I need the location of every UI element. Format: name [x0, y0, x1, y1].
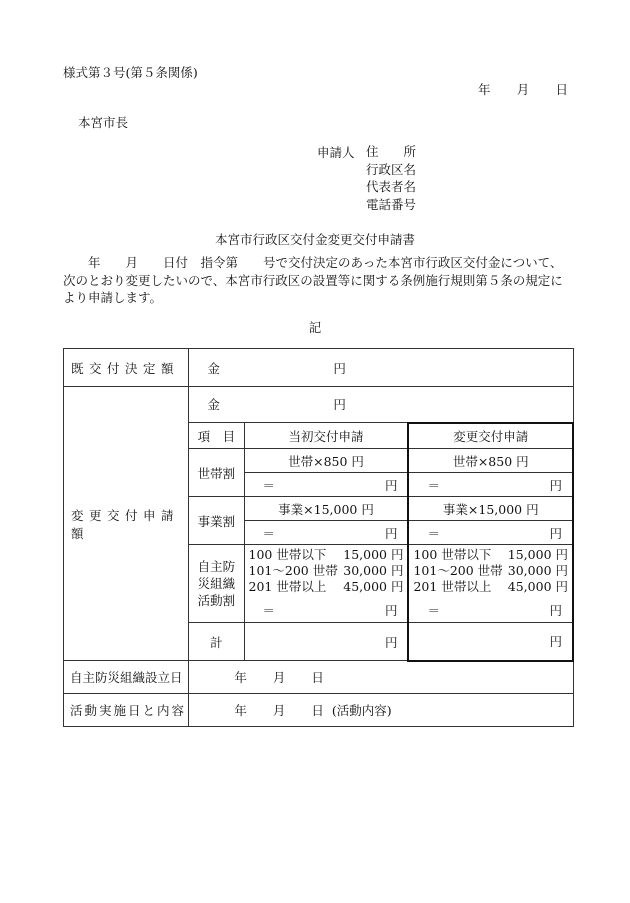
rate-range: 100 世帯以下	[248, 547, 327, 562]
year-label: 年	[234, 670, 247, 686]
yen-label: 円	[384, 634, 398, 650]
date-day: 日	[555, 82, 568, 97]
rate-row	[249, 579, 404, 595]
project-formula-initial: 事業×15,000 円	[244, 497, 408, 521]
year-label: 年	[234, 703, 247, 718]
district-name-field-label: 行政区名	[366, 161, 417, 177]
rate-range: 101～200 世帯	[248, 563, 338, 578]
total-change[interactable]	[408, 623, 573, 661]
date-month: 月	[516, 82, 530, 97]
total-label: 計	[189, 623, 244, 661]
day-label: 日	[311, 670, 324, 686]
date-year: 年	[478, 82, 491, 97]
project-formula-change: 事業×15,000 円	[408, 497, 573, 521]
table-row	[64, 661, 574, 694]
household-label: 世帯割	[189, 449, 244, 497]
equals-sign: ＝	[427, 477, 440, 493]
rate-row	[249, 563, 404, 579]
change-amount-label	[64, 387, 189, 661]
disaster-org-label	[189, 545, 244, 623]
project-amount-change[interactable]	[408, 521, 573, 545]
table-row	[64, 387, 574, 423]
household-amount-change[interactable]	[408, 473, 573, 497]
rate-range: 100 世帯以下	[413, 547, 492, 562]
household-formula-initial: 世帯×850 円	[244, 449, 408, 473]
kin-label: 金	[207, 397, 220, 413]
body-line: 年 月 日付 指令第 号で交付決定のあった本宮市行政区交付金について、	[63, 255, 563, 270]
representative-field-label: 代表者名	[366, 179, 417, 194]
equals-sign: ＝	[262, 603, 276, 618]
kin-label: 金	[207, 360, 220, 376]
yen-label: 円	[549, 603, 562, 618]
yen-label: 円	[384, 603, 398, 618]
initial-application-header: 当初交付申請	[244, 423, 408, 449]
activity-label-text: 活動実施日と内容	[70, 703, 187, 718]
change-amount-cell[interactable]	[189, 387, 573, 423]
rate-row	[249, 547, 404, 563]
existing-amount-label-text	[64, 359, 188, 377]
project-label: 事業割	[189, 497, 244, 545]
day-label: 日	[311, 703, 324, 718]
establishment-date-label	[64, 661, 189, 694]
submission-date	[478, 80, 568, 98]
address-field-label: 住 所	[366, 144, 417, 159]
disaster-org-rates-change[interactable]	[408, 545, 573, 623]
rate-amount: 15,000 円	[507, 547, 568, 562]
yen-label: 円	[384, 477, 398, 493]
application-table	[63, 348, 574, 727]
yen-label: 円	[549, 525, 562, 541]
disaster-org-rates-initial[interactable]	[244, 545, 408, 623]
rate-row	[413, 563, 568, 579]
existing-amount-label	[64, 349, 189, 387]
spaced-label: 既交付決定額	[71, 360, 180, 376]
activity-cell[interactable]	[189, 694, 573, 727]
month-label: 月	[272, 670, 286, 686]
addressee: 本宮市長	[78, 115, 129, 130]
household-amount-initial[interactable]	[244, 473, 408, 497]
rate-row	[413, 547, 568, 563]
table-row	[64, 694, 574, 727]
disaster-org-label-line: 災組織	[197, 576, 236, 591]
yen-label: 円	[384, 525, 398, 541]
month-label: 月	[272, 703, 286, 718]
applicant-fields	[366, 143, 416, 213]
yen-label: 円	[333, 360, 346, 376]
equals-sign: ＝	[427, 603, 440, 618]
rate-range: 101～200 世帯	[413, 563, 503, 578]
rate-range: 201 世帯以上	[413, 579, 492, 594]
rate-amount: 30,000 円	[343, 563, 404, 578]
rate-amount: 45,000 円	[507, 579, 568, 594]
phone-field-label: 電話番号	[366, 196, 417, 212]
project-amount-initial[interactable]	[244, 521, 408, 545]
activity-label	[64, 694, 189, 727]
activity-note: (活動内容)	[331, 703, 392, 718]
rate-amount: 15,000 円	[343, 547, 404, 562]
household-formula-change: 世帯×850 円	[408, 449, 573, 473]
applicant-label: 申請人	[317, 145, 355, 160]
table-row	[64, 349, 574, 387]
establishment-date-label-text: 自主防災組織設立日	[70, 670, 183, 685]
rate-table	[245, 545, 408, 595]
equals-sign: ＝	[262, 525, 276, 541]
total-initial[interactable]	[244, 623, 408, 661]
rate-table	[409, 545, 572, 595]
ki-heading: 記	[308, 320, 322, 335]
rate-range: 201 世帯以上	[248, 579, 327, 594]
change-amount-label-text: 変更交付申請額	[71, 507, 180, 541]
establishment-date-cell[interactable]	[189, 661, 573, 694]
yen-label: 円	[549, 634, 562, 650]
rate-amount: 45,000 円	[343, 579, 404, 594]
rate-row	[413, 579, 568, 595]
yen-label: 円	[333, 397, 346, 413]
change-application-header: 変更交付申請	[408, 423, 573, 449]
disaster-org-label-line: 活動割	[197, 593, 236, 608]
form-number: 様式第３号(第５条関係)	[63, 65, 198, 80]
existing-amount-cell[interactable]	[189, 349, 573, 387]
disaster-org-label-line: 自主防	[197, 559, 236, 574]
body-text	[63, 254, 575, 307]
yen-label: 円	[549, 477, 562, 493]
item-header: 項 目	[189, 423, 244, 449]
body-line: より申請します。	[63, 290, 163, 305]
body-line: 次のとおり変更したいので、本宮市行政区の設置等に関する条例施行規則第５条の規定に	[63, 272, 563, 288]
document-title: 本宮市行政区交付金変更交付申請書	[214, 232, 415, 247]
rate-amount: 30,000 円	[507, 563, 568, 578]
equals-sign: ＝	[262, 477, 276, 493]
equals-sign: ＝	[427, 525, 440, 541]
